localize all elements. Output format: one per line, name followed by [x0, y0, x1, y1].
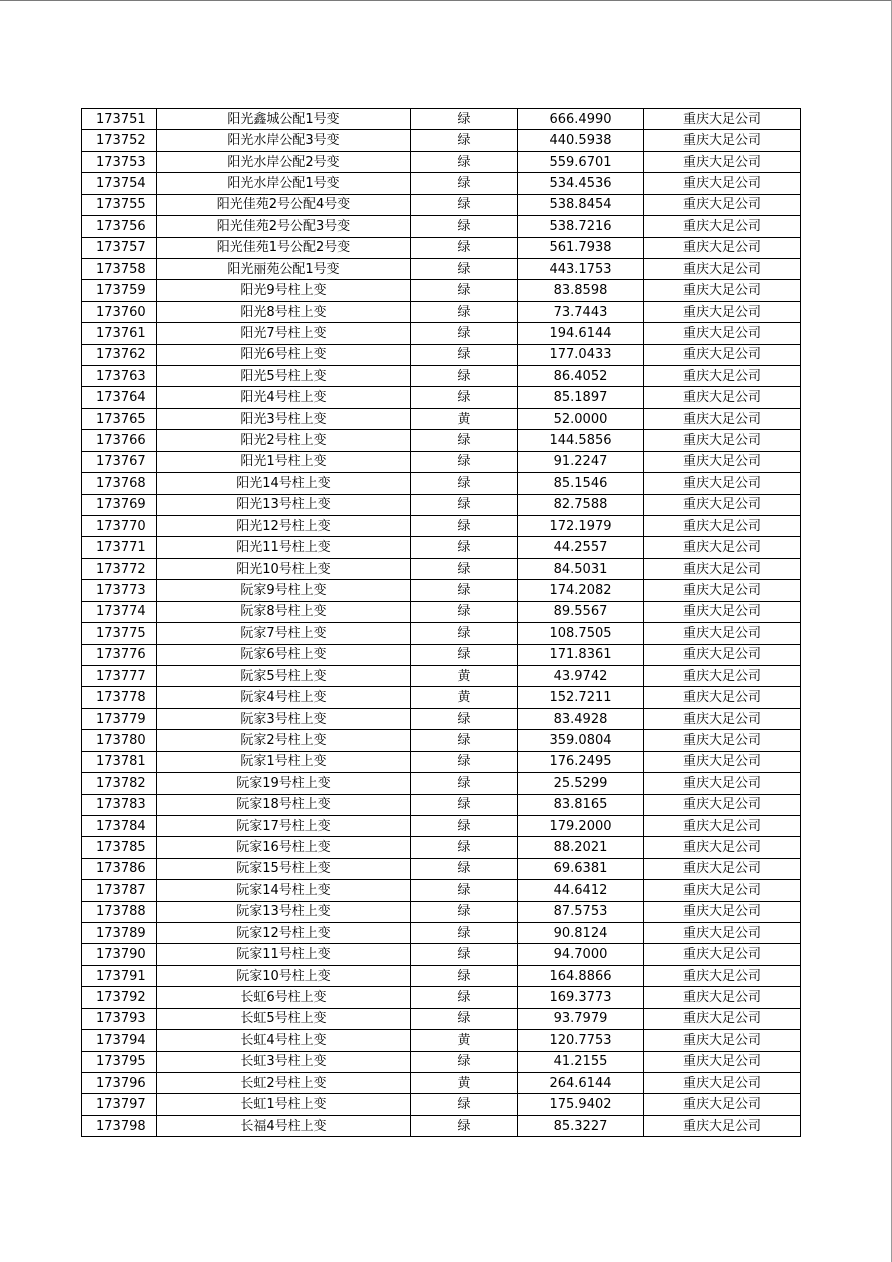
cell-value: 44.6412 [518, 880, 644, 901]
cell-value: 82.7588 [518, 494, 644, 515]
table-row [82, 815, 801, 836]
cell-status: 绿 [411, 451, 518, 472]
cell-value: 177.0433 [518, 344, 644, 365]
cell-name: 阳光水岸公配2号变 [157, 151, 411, 172]
cell-value: 174.2082 [518, 580, 644, 601]
cell-company: 重庆大足公司 [644, 301, 801, 322]
cell-value: 264.6144 [518, 1072, 644, 1093]
cell-company: 重庆大足公司 [644, 665, 801, 686]
cell-id: 173791 [82, 965, 157, 986]
cell-status: 绿 [411, 580, 518, 601]
cell-company: 重庆大足公司 [644, 901, 801, 922]
cell-value: 94.7000 [518, 944, 644, 965]
cell-company: 重庆大足公司 [644, 858, 801, 879]
table-row [82, 237, 801, 258]
cell-company: 重庆大足公司 [644, 537, 801, 558]
cell-id: 173762 [82, 344, 157, 365]
cell-name: 阮家13号柱上变 [157, 901, 411, 922]
cell-company: 重庆大足公司 [644, 644, 801, 665]
table-row [82, 258, 801, 279]
cell-name: 阳光6号柱上变 [157, 344, 411, 365]
cell-company: 重庆大足公司 [644, 366, 801, 387]
cell-value: 108.7505 [518, 623, 644, 644]
cell-name: 阳光佳苑1号公配2号变 [157, 237, 411, 258]
cell-value: 83.8165 [518, 794, 644, 815]
cell-name: 阮家12号柱上变 [157, 923, 411, 944]
cell-id: 173770 [82, 516, 157, 537]
cell-name: 阳光水岸公配3号变 [157, 130, 411, 151]
cell-company: 重庆大足公司 [644, 794, 801, 815]
cell-id: 173793 [82, 1008, 157, 1029]
cell-company: 重庆大足公司 [644, 408, 801, 429]
cell-company: 重庆大足公司 [644, 151, 801, 172]
table-row [82, 1008, 801, 1029]
cell-id: 173765 [82, 408, 157, 429]
cell-status: 绿 [411, 473, 518, 494]
cell-id: 173785 [82, 837, 157, 858]
cell-status: 绿 [411, 430, 518, 451]
cell-value: 538.8454 [518, 194, 644, 215]
table-row [82, 387, 801, 408]
cell-id: 173795 [82, 1051, 157, 1072]
cell-value: 85.1546 [518, 473, 644, 494]
table-row [82, 580, 801, 601]
table-row [82, 623, 801, 644]
cell-id: 173759 [82, 280, 157, 301]
table-row [82, 965, 801, 986]
cell-id: 173773 [82, 580, 157, 601]
cell-id: 173753 [82, 151, 157, 172]
table-row [82, 558, 801, 579]
cell-value: 69.6381 [518, 858, 644, 879]
cell-name: 阳光11号柱上变 [157, 537, 411, 558]
cell-value: 171.8361 [518, 644, 644, 665]
cell-name: 阳光丽苑公配1号变 [157, 258, 411, 279]
table-row [82, 173, 801, 194]
cell-value: 83.4928 [518, 708, 644, 729]
cell-name: 阮家4号柱上变 [157, 687, 411, 708]
table-row [82, 644, 801, 665]
cell-id: 173782 [82, 773, 157, 794]
cell-status: 绿 [411, 965, 518, 986]
cell-status: 黄 [411, 1030, 518, 1051]
cell-status: 绿 [411, 730, 518, 751]
table-row [82, 430, 801, 451]
cell-status: 绿 [411, 387, 518, 408]
cell-name: 阮家16号柱上变 [157, 837, 411, 858]
cell-id: 173766 [82, 430, 157, 451]
cell-company: 重庆大足公司 [644, 687, 801, 708]
cell-company: 重庆大足公司 [644, 773, 801, 794]
cell-value: 666.4990 [518, 109, 644, 130]
table-row [82, 366, 801, 387]
cell-name: 长虹2号柱上变 [157, 1072, 411, 1093]
cell-name: 阮家17号柱上变 [157, 815, 411, 836]
cell-status: 绿 [411, 923, 518, 944]
cell-id: 173776 [82, 644, 157, 665]
cell-value: 93.7979 [518, 1008, 644, 1029]
cell-name: 长虹3号柱上变 [157, 1051, 411, 1072]
cell-id: 173780 [82, 730, 157, 751]
cell-status: 黄 [411, 1072, 518, 1093]
cell-value: 90.8124 [518, 923, 644, 944]
cell-id: 173796 [82, 1072, 157, 1093]
table-row [82, 794, 801, 815]
cell-name: 阳光10号柱上变 [157, 558, 411, 579]
cell-id: 173763 [82, 366, 157, 387]
cell-id: 173767 [82, 451, 157, 472]
cell-status: 绿 [411, 558, 518, 579]
cell-company: 重庆大足公司 [644, 387, 801, 408]
cell-name: 阮家1号柱上变 [157, 751, 411, 772]
cell-status: 黄 [411, 687, 518, 708]
cell-id: 173760 [82, 301, 157, 322]
cell-value: 43.9742 [518, 665, 644, 686]
cell-value: 88.2021 [518, 837, 644, 858]
cell-value: 559.6701 [518, 151, 644, 172]
cell-id: 173764 [82, 387, 157, 408]
table-row [82, 730, 801, 751]
cell-value: 534.4536 [518, 173, 644, 194]
table-row [82, 109, 801, 130]
cell-id: 173775 [82, 623, 157, 644]
table-row [82, 1051, 801, 1072]
cell-status: 绿 [411, 708, 518, 729]
cell-value: 84.5031 [518, 558, 644, 579]
cell-id: 173761 [82, 323, 157, 344]
table-row [82, 216, 801, 237]
cell-company: 重庆大足公司 [644, 815, 801, 836]
cell-name: 阳光13号柱上变 [157, 494, 411, 515]
cell-id: 173787 [82, 880, 157, 901]
cell-status: 绿 [411, 858, 518, 879]
cell-value: 172.1979 [518, 516, 644, 537]
cell-status: 绿 [411, 494, 518, 515]
cell-id: 173794 [82, 1030, 157, 1051]
cell-value: 175.9402 [518, 1094, 644, 1115]
cell-company: 重庆大足公司 [644, 558, 801, 579]
cell-status: 黄 [411, 665, 518, 686]
cell-status: 绿 [411, 987, 518, 1008]
cell-name: 阮家6号柱上变 [157, 644, 411, 665]
cell-company: 重庆大足公司 [644, 880, 801, 901]
cell-company: 重庆大足公司 [644, 837, 801, 858]
table-row [82, 773, 801, 794]
cell-company: 重庆大足公司 [644, 516, 801, 537]
cell-name: 阳光鑫城公配1号变 [157, 109, 411, 130]
cell-value: 89.5567 [518, 601, 644, 622]
cell-status: 绿 [411, 366, 518, 387]
cell-status: 绿 [411, 1094, 518, 1115]
cell-status: 绿 [411, 880, 518, 901]
cell-status: 绿 [411, 623, 518, 644]
cell-status: 绿 [411, 130, 518, 151]
cell-name: 阳光佳苑2号公配3号变 [157, 216, 411, 237]
cell-value: 194.6144 [518, 323, 644, 344]
cell-value: 44.2557 [518, 537, 644, 558]
cell-id: 173797 [82, 1094, 157, 1115]
cell-company: 重庆大足公司 [644, 708, 801, 729]
cell-company: 重庆大足公司 [644, 173, 801, 194]
cell-name: 长虹4号柱上变 [157, 1030, 411, 1051]
cell-value: 169.3773 [518, 987, 644, 1008]
table-row [82, 323, 801, 344]
cell-id: 173777 [82, 665, 157, 686]
cell-value: 561.7938 [518, 237, 644, 258]
cell-id: 173774 [82, 601, 157, 622]
table-row [82, 1030, 801, 1051]
cell-name: 阮家19号柱上变 [157, 773, 411, 794]
cell-value: 85.1897 [518, 387, 644, 408]
cell-status: 绿 [411, 301, 518, 322]
cell-status: 绿 [411, 601, 518, 622]
table-row [82, 837, 801, 858]
cell-id: 173754 [82, 173, 157, 194]
cell-id: 173771 [82, 537, 157, 558]
cell-status: 绿 [411, 216, 518, 237]
table-row [82, 1072, 801, 1093]
cell-value: 91.2247 [518, 451, 644, 472]
table-row [82, 665, 801, 686]
table-row [82, 1115, 801, 1136]
cell-company: 重庆大足公司 [644, 323, 801, 344]
cell-name: 阮家3号柱上变 [157, 708, 411, 729]
cell-name: 阳光7号柱上变 [157, 323, 411, 344]
cell-id: 173783 [82, 794, 157, 815]
cell-value: 52.0000 [518, 408, 644, 429]
cell-id: 173784 [82, 815, 157, 836]
cell-value: 41.2155 [518, 1051, 644, 1072]
cell-company: 重庆大足公司 [644, 258, 801, 279]
cell-value: 443.1753 [518, 258, 644, 279]
cell-status: 黄 [411, 408, 518, 429]
cell-company: 重庆大足公司 [644, 130, 801, 151]
transformer-table [81, 108, 801, 1137]
cell-company: 重庆大足公司 [644, 1072, 801, 1093]
cell-company: 重庆大足公司 [644, 344, 801, 365]
cell-company: 重庆大足公司 [644, 1008, 801, 1029]
table-row [82, 601, 801, 622]
cell-company: 重庆大足公司 [644, 430, 801, 451]
cell-name: 阳光4号柱上变 [157, 387, 411, 408]
cell-value: 144.5856 [518, 430, 644, 451]
cell-company: 重庆大足公司 [644, 216, 801, 237]
table-row [82, 987, 801, 1008]
cell-value: 25.5299 [518, 773, 644, 794]
cell-value: 179.2000 [518, 815, 644, 836]
cell-id: 173781 [82, 751, 157, 772]
cell-value: 152.7211 [518, 687, 644, 708]
cell-company: 重庆大足公司 [644, 580, 801, 601]
cell-value: 359.0804 [518, 730, 644, 751]
cell-name: 阮家11号柱上变 [157, 944, 411, 965]
table-row [82, 301, 801, 322]
table-row [82, 451, 801, 472]
table-row [82, 280, 801, 301]
cell-status: 绿 [411, 109, 518, 130]
table-row [82, 344, 801, 365]
cell-company: 重庆大足公司 [644, 1051, 801, 1072]
cell-name: 阮家10号柱上变 [157, 965, 411, 986]
cell-id: 173769 [82, 494, 157, 515]
cell-id: 173772 [82, 558, 157, 579]
cell-status: 绿 [411, 944, 518, 965]
table-row [82, 130, 801, 151]
table-row [82, 944, 801, 965]
cell-value: 87.5753 [518, 901, 644, 922]
cell-name: 阮家14号柱上变 [157, 880, 411, 901]
cell-name: 阮家7号柱上变 [157, 623, 411, 644]
cell-id: 173752 [82, 130, 157, 151]
cell-id: 173751 [82, 109, 157, 130]
cell-company: 重庆大足公司 [644, 730, 801, 751]
cell-status: 绿 [411, 344, 518, 365]
table-row [82, 537, 801, 558]
cell-status: 绿 [411, 194, 518, 215]
cell-status: 绿 [411, 173, 518, 194]
cell-value: 120.7753 [518, 1030, 644, 1051]
table-row [82, 494, 801, 515]
cell-status: 绿 [411, 901, 518, 922]
cell-id: 173786 [82, 858, 157, 879]
cell-id: 173755 [82, 194, 157, 215]
cell-status: 绿 [411, 1115, 518, 1136]
cell-name: 阳光1号柱上变 [157, 451, 411, 472]
cell-name: 阳光9号柱上变 [157, 280, 411, 301]
cell-id: 173792 [82, 987, 157, 1008]
cell-name: 阮家2号柱上变 [157, 730, 411, 751]
cell-status: 绿 [411, 751, 518, 772]
cell-id: 173788 [82, 901, 157, 922]
cell-status: 绿 [411, 237, 518, 258]
table-row [82, 194, 801, 215]
cell-value: 440.5938 [518, 130, 644, 151]
table-row [82, 408, 801, 429]
table-row [82, 923, 801, 944]
cell-company: 重庆大足公司 [644, 1094, 801, 1115]
cell-id: 173756 [82, 216, 157, 237]
cell-name: 长虹1号柱上变 [157, 1094, 411, 1115]
cell-name: 阳光12号柱上变 [157, 516, 411, 537]
cell-company: 重庆大足公司 [644, 965, 801, 986]
cell-name: 阮家15号柱上变 [157, 858, 411, 879]
cell-id: 173779 [82, 708, 157, 729]
table-row [82, 751, 801, 772]
cell-status: 绿 [411, 537, 518, 558]
table-row [82, 687, 801, 708]
cell-name: 阮家18号柱上变 [157, 794, 411, 815]
cell-company: 重庆大足公司 [644, 194, 801, 215]
cell-name: 长虹6号柱上变 [157, 987, 411, 1008]
cell-company: 重庆大足公司 [644, 494, 801, 515]
cell-company: 重庆大足公司 [644, 451, 801, 472]
table-row [82, 516, 801, 537]
cell-status: 绿 [411, 837, 518, 858]
cell-company: 重庆大足公司 [644, 923, 801, 944]
cell-value: 83.8598 [518, 280, 644, 301]
cell-company: 重庆大足公司 [644, 109, 801, 130]
cell-status: 绿 [411, 323, 518, 344]
cell-company: 重庆大足公司 [644, 1115, 801, 1136]
cell-name: 阳光水岸公配1号变 [157, 173, 411, 194]
cell-name: 阮家5号柱上变 [157, 665, 411, 686]
cell-status: 绿 [411, 1051, 518, 1072]
cell-company: 重庆大足公司 [644, 473, 801, 494]
table-body [82, 109, 801, 1137]
page-top-border [0, 0, 892, 1]
cell-status: 绿 [411, 773, 518, 794]
table-row [82, 858, 801, 879]
cell-id: 173758 [82, 258, 157, 279]
cell-name: 长虹5号柱上变 [157, 1008, 411, 1029]
cell-status: 绿 [411, 1008, 518, 1029]
cell-id: 173798 [82, 1115, 157, 1136]
cell-name: 长福4号柱上变 [157, 1115, 411, 1136]
cell-id: 173768 [82, 473, 157, 494]
cell-name: 阳光2号柱上变 [157, 430, 411, 451]
cell-name: 阳光14号柱上变 [157, 473, 411, 494]
cell-name: 阮家9号柱上变 [157, 580, 411, 601]
table-row [82, 473, 801, 494]
cell-id: 173778 [82, 687, 157, 708]
cell-status: 绿 [411, 258, 518, 279]
cell-name: 阮家8号柱上变 [157, 601, 411, 622]
cell-value: 85.3227 [518, 1115, 644, 1136]
cell-value: 176.2495 [518, 751, 644, 772]
cell-company: 重庆大足公司 [644, 944, 801, 965]
cell-company: 重庆大足公司 [644, 987, 801, 1008]
table-row [82, 708, 801, 729]
cell-value: 73.7443 [518, 301, 644, 322]
cell-id: 173790 [82, 944, 157, 965]
cell-status: 绿 [411, 280, 518, 301]
cell-status: 绿 [411, 644, 518, 665]
cell-name: 阳光3号柱上变 [157, 408, 411, 429]
cell-status: 绿 [411, 815, 518, 836]
cell-id: 173757 [82, 237, 157, 258]
cell-name: 阳光8号柱上变 [157, 301, 411, 322]
table-row [82, 1094, 801, 1115]
cell-id: 173789 [82, 923, 157, 944]
cell-value: 164.8866 [518, 965, 644, 986]
cell-status: 绿 [411, 151, 518, 172]
cell-name: 阳光佳苑2号公配4号变 [157, 194, 411, 215]
cell-company: 重庆大足公司 [644, 623, 801, 644]
cell-company: 重庆大足公司 [644, 751, 801, 772]
cell-value: 538.7216 [518, 216, 644, 237]
cell-status: 绿 [411, 794, 518, 815]
cell-company: 重庆大足公司 [644, 237, 801, 258]
table-row [82, 880, 801, 901]
cell-company: 重庆大足公司 [644, 1030, 801, 1051]
cell-status: 绿 [411, 516, 518, 537]
cell-company: 重庆大足公司 [644, 601, 801, 622]
cell-company: 重庆大足公司 [644, 280, 801, 301]
cell-name: 阳光5号柱上变 [157, 366, 411, 387]
table-row [82, 901, 801, 922]
cell-value: 86.4052 [518, 366, 644, 387]
table-row [82, 151, 801, 172]
